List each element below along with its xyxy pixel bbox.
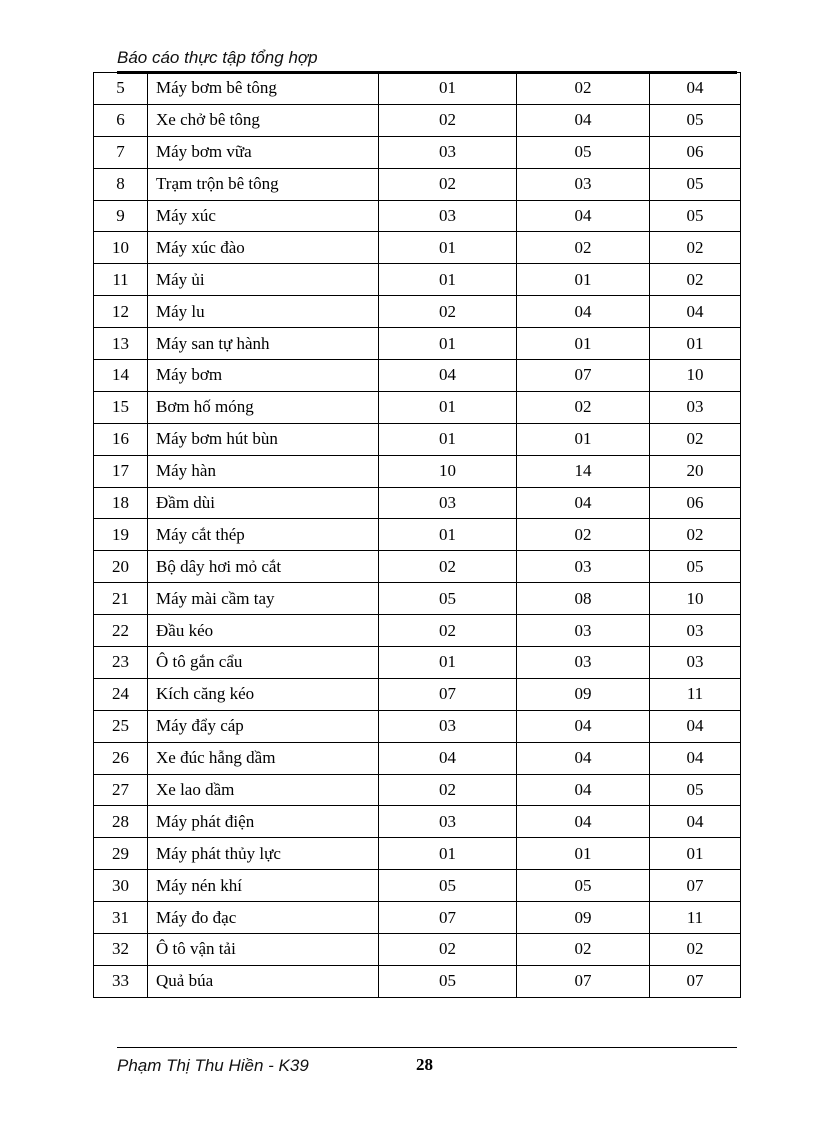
- quantity-cell-2: 04: [517, 104, 650, 136]
- equipment-name-cell: Ô tô gắn cẩu: [148, 647, 379, 679]
- equipment-name-cell: Máy san tự hành: [148, 328, 379, 360]
- quantity-cell-3: 11: [650, 902, 741, 934]
- equipment-name-cell: Máy cắt thép: [148, 519, 379, 551]
- row-number-cell: 16: [94, 423, 148, 455]
- table-row: [94, 519, 741, 551]
- quantity-cell-2: 02: [517, 232, 650, 264]
- row-number-cell: 30: [94, 870, 148, 902]
- equipment-name-cell: Máy bơm bê tông: [148, 73, 379, 105]
- quantity-cell-2: 03: [517, 168, 650, 200]
- quantity-cell-2: 05: [517, 870, 650, 902]
- quantity-cell-3: 20: [650, 455, 741, 487]
- row-number-cell: 5: [94, 73, 148, 105]
- quantity-cell-1: 01: [379, 73, 517, 105]
- equipment-name-cell: Máy phát thủy lực: [148, 838, 379, 870]
- quantity-cell-3: 05: [650, 168, 741, 200]
- quantity-cell-2: 09: [517, 678, 650, 710]
- row-number-cell: 23: [94, 647, 148, 679]
- equipment-name-cell: Máy hàn: [148, 455, 379, 487]
- equipment-table: [93, 72, 741, 998]
- table-row: [94, 104, 741, 136]
- table-row: [94, 902, 741, 934]
- quantity-cell-1: 02: [379, 551, 517, 583]
- quantity-cell-3: 04: [650, 806, 741, 838]
- quantity-cell-1: 03: [379, 806, 517, 838]
- table-row: [94, 487, 741, 519]
- table-row: [94, 232, 741, 264]
- quantity-cell-3: 03: [650, 615, 741, 647]
- row-number-cell: 14: [94, 360, 148, 392]
- quantity-cell-1: 04: [379, 360, 517, 392]
- quantity-cell-2: 01: [517, 423, 650, 455]
- footer-divider: [117, 1047, 737, 1048]
- table-row: [94, 551, 741, 583]
- row-number-cell: 24: [94, 678, 148, 710]
- table-row: [94, 264, 741, 296]
- table-row: [94, 296, 741, 328]
- row-number-cell: 22: [94, 615, 148, 647]
- row-number-cell: 17: [94, 455, 148, 487]
- quantity-cell-3: 07: [650, 870, 741, 902]
- quantity-cell-2: 02: [517, 934, 650, 966]
- quantity-cell-1: 02: [379, 774, 517, 806]
- equipment-name-cell: Đầm dùi: [148, 487, 379, 519]
- row-number-cell: 9: [94, 200, 148, 232]
- quantity-cell-1: 01: [379, 328, 517, 360]
- equipment-name-cell: Quả búa: [148, 965, 379, 997]
- quantity-cell-1: 05: [379, 870, 517, 902]
- equipment-name-cell: Máy ủi: [148, 264, 379, 296]
- quantity-cell-2: 04: [517, 200, 650, 232]
- quantity-cell-1: 05: [379, 583, 517, 615]
- row-number-cell: 13: [94, 328, 148, 360]
- quantity-cell-3: 02: [650, 423, 741, 455]
- quantity-cell-2: 02: [517, 391, 650, 423]
- table-row: [94, 806, 741, 838]
- equipment-name-cell: Xe chở bê tông: [148, 104, 379, 136]
- table-row: [94, 615, 741, 647]
- quantity-cell-2: 02: [517, 73, 650, 105]
- row-number-cell: 20: [94, 551, 148, 583]
- table-row: [94, 838, 741, 870]
- row-number-cell: 21: [94, 583, 148, 615]
- row-number-cell: 8: [94, 168, 148, 200]
- quantity-cell-2: 04: [517, 487, 650, 519]
- page-header-title: Báo cáo thực tập tổng hợp: [117, 48, 318, 67]
- table-row: [94, 200, 741, 232]
- row-number-cell: 7: [94, 136, 148, 168]
- quantity-cell-3: 11: [650, 678, 741, 710]
- row-number-cell: 26: [94, 742, 148, 774]
- quantity-cell-1: 02: [379, 934, 517, 966]
- row-number-cell: 10: [94, 232, 148, 264]
- equipment-name-cell: Máy xúc đào: [148, 232, 379, 264]
- quantity-cell-3: 05: [650, 200, 741, 232]
- row-number-cell: 6: [94, 104, 148, 136]
- quantity-cell-1: 03: [379, 136, 517, 168]
- equipment-name-cell: Máy bơm hút bùn: [148, 423, 379, 455]
- row-number-cell: 33: [94, 965, 148, 997]
- equipment-name-cell: Xe lao dầm: [148, 774, 379, 806]
- quantity-cell-2: 07: [517, 965, 650, 997]
- quantity-cell-2: 02: [517, 519, 650, 551]
- table-row: [94, 360, 741, 392]
- quantity-cell-1: 01: [379, 423, 517, 455]
- quantity-cell-3: 06: [650, 136, 741, 168]
- row-number-cell: 25: [94, 710, 148, 742]
- footer-author: Phạm Thị Thu Hiền - K39: [117, 1056, 309, 1075]
- table-row: [94, 870, 741, 902]
- equipment-name-cell: Bơm hố móng: [148, 391, 379, 423]
- table-row: [94, 328, 741, 360]
- quantity-cell-1: 07: [379, 902, 517, 934]
- row-number-cell: 28: [94, 806, 148, 838]
- quantity-cell-1: 03: [379, 200, 517, 232]
- quantity-cell-1: 02: [379, 104, 517, 136]
- equipment-name-cell: Kích căng kéo: [148, 678, 379, 710]
- equipment-name-cell: Ô tô vận tải: [148, 934, 379, 966]
- equipment-name-cell: Xe đúc hẫng dầm: [148, 742, 379, 774]
- row-number-cell: 27: [94, 774, 148, 806]
- quantity-cell-1: 02: [379, 168, 517, 200]
- quantity-cell-3: 02: [650, 232, 741, 264]
- equipment-name-cell: Bộ dây hơi mỏ cắt: [148, 551, 379, 583]
- table-row: [94, 73, 741, 105]
- row-number-cell: 31: [94, 902, 148, 934]
- quantity-cell-2: 03: [517, 615, 650, 647]
- row-number-cell: 29: [94, 838, 148, 870]
- quantity-cell-2: 04: [517, 710, 650, 742]
- quantity-cell-2: 04: [517, 774, 650, 806]
- equipment-table-body: [94, 73, 741, 998]
- quantity-cell-3: 10: [650, 583, 741, 615]
- quantity-cell-2: 03: [517, 647, 650, 679]
- quantity-cell-2: 07: [517, 360, 650, 392]
- quantity-cell-1: 01: [379, 264, 517, 296]
- table-row: [94, 391, 741, 423]
- quantity-cell-1: 07: [379, 678, 517, 710]
- quantity-cell-3: 04: [650, 742, 741, 774]
- quantity-cell-3: 01: [650, 328, 741, 360]
- row-number-cell: 12: [94, 296, 148, 328]
- equipment-name-cell: Máy mài cầm tay: [148, 583, 379, 615]
- quantity-cell-1: 01: [379, 391, 517, 423]
- quantity-cell-3: 05: [650, 774, 741, 806]
- quantity-cell-3: 02: [650, 934, 741, 966]
- quantity-cell-3: 02: [650, 264, 741, 296]
- table-row: [94, 678, 741, 710]
- quantity-cell-2: 03: [517, 551, 650, 583]
- quantity-cell-1: 03: [379, 710, 517, 742]
- quantity-cell-3: 04: [650, 73, 741, 105]
- quantity-cell-1: 01: [379, 519, 517, 551]
- table-row: [94, 965, 741, 997]
- quantity-cell-1: 02: [379, 296, 517, 328]
- quantity-cell-1: 03: [379, 487, 517, 519]
- page-number: 28: [416, 1055, 433, 1074]
- equipment-name-cell: Máy bơm vữa: [148, 136, 379, 168]
- row-number-cell: 11: [94, 264, 148, 296]
- table-row: [94, 742, 741, 774]
- row-number-cell: 18: [94, 487, 148, 519]
- quantity-cell-2: 08: [517, 583, 650, 615]
- equipment-name-cell: Trạm trộn bê tông: [148, 168, 379, 200]
- quantity-cell-2: 01: [517, 264, 650, 296]
- quantity-cell-3: 06: [650, 487, 741, 519]
- quantity-cell-1: 02: [379, 615, 517, 647]
- quantity-cell-3: 04: [650, 710, 741, 742]
- row-number-cell: 15: [94, 391, 148, 423]
- quantity-cell-2: 05: [517, 136, 650, 168]
- table-row: [94, 774, 741, 806]
- quantity-cell-3: 03: [650, 391, 741, 423]
- quantity-cell-3: 03: [650, 647, 741, 679]
- quantity-cell-3: 02: [650, 519, 741, 551]
- quantity-cell-3: 07: [650, 965, 741, 997]
- row-number-cell: 19: [94, 519, 148, 551]
- quantity-cell-2: 09: [517, 902, 650, 934]
- quantity-cell-3: 04: [650, 296, 741, 328]
- quantity-cell-2: 04: [517, 296, 650, 328]
- table-row: [94, 934, 741, 966]
- row-number-cell: 32: [94, 934, 148, 966]
- table-row: [94, 455, 741, 487]
- equipment-name-cell: Máy đẩy cáp: [148, 710, 379, 742]
- equipment-name-cell: Đầu kéo: [148, 615, 379, 647]
- quantity-cell-2: 01: [517, 328, 650, 360]
- quantity-cell-1: 01: [379, 838, 517, 870]
- table-row: [94, 136, 741, 168]
- equipment-name-cell: Máy lu: [148, 296, 379, 328]
- table-row: [94, 168, 741, 200]
- quantity-cell-3: 01: [650, 838, 741, 870]
- equipment-name-cell: Máy phát điện: [148, 806, 379, 838]
- table-row: [94, 710, 741, 742]
- quantity-cell-3: 05: [650, 551, 741, 583]
- quantity-cell-3: 05: [650, 104, 741, 136]
- equipment-name-cell: Máy nén khí: [148, 870, 379, 902]
- table-row: [94, 583, 741, 615]
- quantity-cell-1: 10: [379, 455, 517, 487]
- quantity-cell-1: 05: [379, 965, 517, 997]
- quantity-cell-2: 01: [517, 838, 650, 870]
- quantity-cell-2: 14: [517, 455, 650, 487]
- quantity-cell-2: 04: [517, 806, 650, 838]
- quantity-cell-3: 10: [650, 360, 741, 392]
- quantity-cell-2: 04: [517, 742, 650, 774]
- equipment-name-cell: Máy xúc: [148, 200, 379, 232]
- quantity-cell-1: 01: [379, 647, 517, 679]
- quantity-cell-1: 04: [379, 742, 517, 774]
- quantity-cell-1: 01: [379, 232, 517, 264]
- table-row: [94, 647, 741, 679]
- table-row: [94, 423, 741, 455]
- equipment-name-cell: Máy đo đạc: [148, 902, 379, 934]
- equipment-name-cell: Máy bơm: [148, 360, 379, 392]
